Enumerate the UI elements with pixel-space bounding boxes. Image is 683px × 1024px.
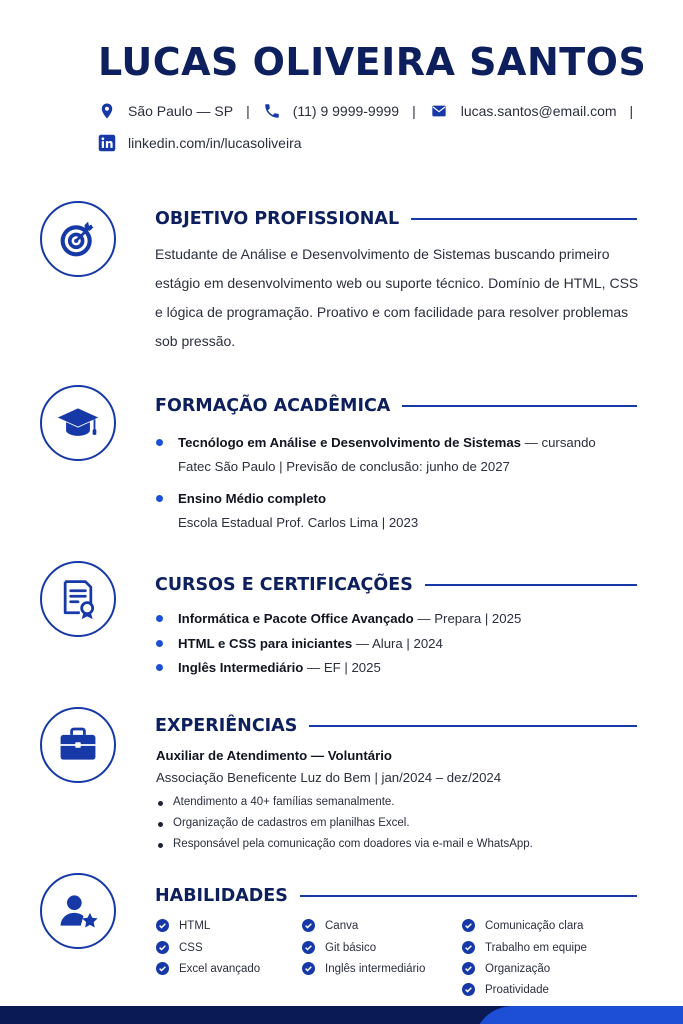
experience-section-icon <box>40 707 116 783</box>
envelope-icon <box>429 103 449 119</box>
location-contact <box>98 102 233 120</box>
footer-bar <box>0 1006 683 1024</box>
footer-accent <box>473 1006 683 1024</box>
course-item-meta: — EF | 2025 <box>303 660 381 675</box>
education-item-title: Ensino Médio completo <box>178 491 326 506</box>
experience-bullet: Responsável pela comunicação com doadores via e-mail e WhatsApp. <box>173 838 533 850</box>
bullet-dot <box>156 615 163 622</box>
skill-item <box>156 962 260 975</box>
check-circle-icon <box>156 941 169 954</box>
email-contact[interactable] <box>429 103 617 119</box>
separator: | <box>629 103 634 119</box>
objective-title: OBJETIVO PROFISSIONAL <box>155 209 400 229</box>
map-pin-icon <box>98 102 116 120</box>
bullet-dot <box>156 664 163 671</box>
check-circle-icon <box>462 919 475 932</box>
separator: | <box>246 103 250 119</box>
education-item-status: — cursando <box>520 435 596 450</box>
contact-row <box>98 102 646 120</box>
experience-role-text: Auxiliar de Atendimento — Voluntário <box>156 748 392 763</box>
skill-label: HTML <box>179 919 211 932</box>
graduation-cap-icon <box>56 401 100 445</box>
check-circle-icon <box>156 919 169 932</box>
phone-icon <box>263 102 281 120</box>
skill-item <box>302 919 358 932</box>
skill-label: CSS <box>179 941 203 954</box>
heading-rule <box>300 895 637 897</box>
skill-label: Canva <box>325 919 359 932</box>
courses-section-icon <box>40 561 116 637</box>
skills-title: HABILIDADES <box>155 886 288 906</box>
education-title: FORMAÇÃO ACADÊMICA <box>155 396 391 416</box>
certificate-icon <box>56 577 100 621</box>
skill-label: Inglês intermediário <box>325 962 426 975</box>
objective-line: e lógica de programação. Proativo e com facilidade para resolver problemas <box>155 304 629 320</box>
check-circle-icon <box>302 919 315 932</box>
experience-role <box>156 748 392 763</box>
objective-section-icon <box>40 201 116 277</box>
bullet-dot <box>156 640 163 647</box>
bullet-dot <box>156 439 163 446</box>
check-circle-icon <box>462 983 475 996</box>
phone-contact <box>263 102 399 120</box>
check-circle-icon <box>302 941 315 954</box>
heading-rule <box>402 405 637 407</box>
heading-rule <box>309 725 637 727</box>
skill-label: Organização <box>485 962 551 975</box>
course-item-title: Inglês Intermediário <box>178 660 304 675</box>
bullet-dot <box>156 495 163 502</box>
course-item-title: HTML e CSS para iniciantes <box>178 636 353 651</box>
briefcase-icon <box>56 723 100 767</box>
check-circle-icon <box>302 962 315 975</box>
bullet-dot <box>158 843 163 848</box>
linkedin-contact[interactable] <box>98 134 302 152</box>
skill-item <box>156 941 203 954</box>
check-circle-icon <box>462 962 475 975</box>
skill-label: Trabalho em equipe <box>485 941 587 954</box>
education-item-detail: Fatec São Paulo | Previsão de conclusão: junho de 2027 <box>178 459 510 474</box>
check-circle-icon <box>462 941 475 954</box>
education-item <box>178 491 326 506</box>
objective-text <box>155 240 645 356</box>
skill-item <box>462 941 587 954</box>
location-text: São Paulo — SP <box>128 103 234 119</box>
experience-bullet: Organização de cadastros em planilhas Excel. <box>173 817 410 829</box>
objective-line: sob pressão. <box>155 333 236 349</box>
linkedin-icon <box>98 134 116 152</box>
skill-item <box>302 962 425 975</box>
objective-line: Estudante de Análise e Desenvolvimento de Sistemas buscando primeiro <box>155 246 610 262</box>
skill-label: Comunicação clara <box>485 919 584 932</box>
skill-item <box>462 962 550 975</box>
contact-row <box>98 134 302 152</box>
objective-heading <box>155 209 637 229</box>
skill-item <box>302 941 376 954</box>
course-item-meta: — Prepara | 2025 <box>413 611 522 626</box>
course-item <box>178 660 381 675</box>
education-section-icon <box>40 385 116 461</box>
education-item <box>178 435 596 450</box>
target-icon <box>56 217 100 261</box>
courses-title: CURSOS E CERTIFICAÇÕES <box>155 575 413 595</box>
skill-item <box>156 919 210 932</box>
course-item-meta: — Alura | 2024 <box>352 636 443 651</box>
phone-text: (11) 9 9999-9999 <box>292 103 400 119</box>
experience-heading <box>155 716 637 736</box>
skills-heading <box>155 886 637 906</box>
course-item <box>178 611 521 626</box>
heading-rule <box>425 584 637 586</box>
skill-label: Excel avançado <box>179 962 261 975</box>
education-item-title: Tecnólogo em Análise e Desenvolvimento de Sistemas <box>178 435 521 450</box>
skills-section-icon <box>40 873 116 949</box>
objective-line: estágio em desenvolvimento web ou suporte técnico. Domínio de HTML, CSS <box>155 275 639 291</box>
linkedin-text[interactable]: linkedin.com/in/lucasoliveira <box>128 135 302 151</box>
experience-title: EXPERIÊNCIAS <box>155 716 298 736</box>
skill-label: Proatividade <box>485 983 549 996</box>
education-item-detail: Escola Estadual Prof. Carlos Lima | 2023 <box>178 515 419 530</box>
email-text[interactable]: lucas.santos@email.com <box>460 103 617 119</box>
heading-rule <box>411 218 637 220</box>
bullet-dot <box>158 822 163 827</box>
skill-label: Git básico <box>325 941 377 954</box>
experience-org: Associação Beneficente Luz do Bem | jan/2024 – dez/2024 <box>156 770 502 785</box>
experience-bullet: Atendimento a 40+ famílias semanalmente. <box>173 796 395 808</box>
course-item-title: Informática e Pacote Office Avançado <box>178 611 414 626</box>
skill-item <box>462 983 549 996</box>
skill-item <box>462 919 583 932</box>
course-item <box>178 636 443 651</box>
separator: | <box>412 103 416 119</box>
candidate-name: LUCAS OLIVEIRA SANTOS <box>98 40 647 84</box>
education-heading <box>155 396 637 416</box>
check-circle-icon <box>156 962 169 975</box>
bullet-dot <box>158 801 163 806</box>
user-star-icon <box>56 889 100 933</box>
courses-heading <box>155 575 637 595</box>
